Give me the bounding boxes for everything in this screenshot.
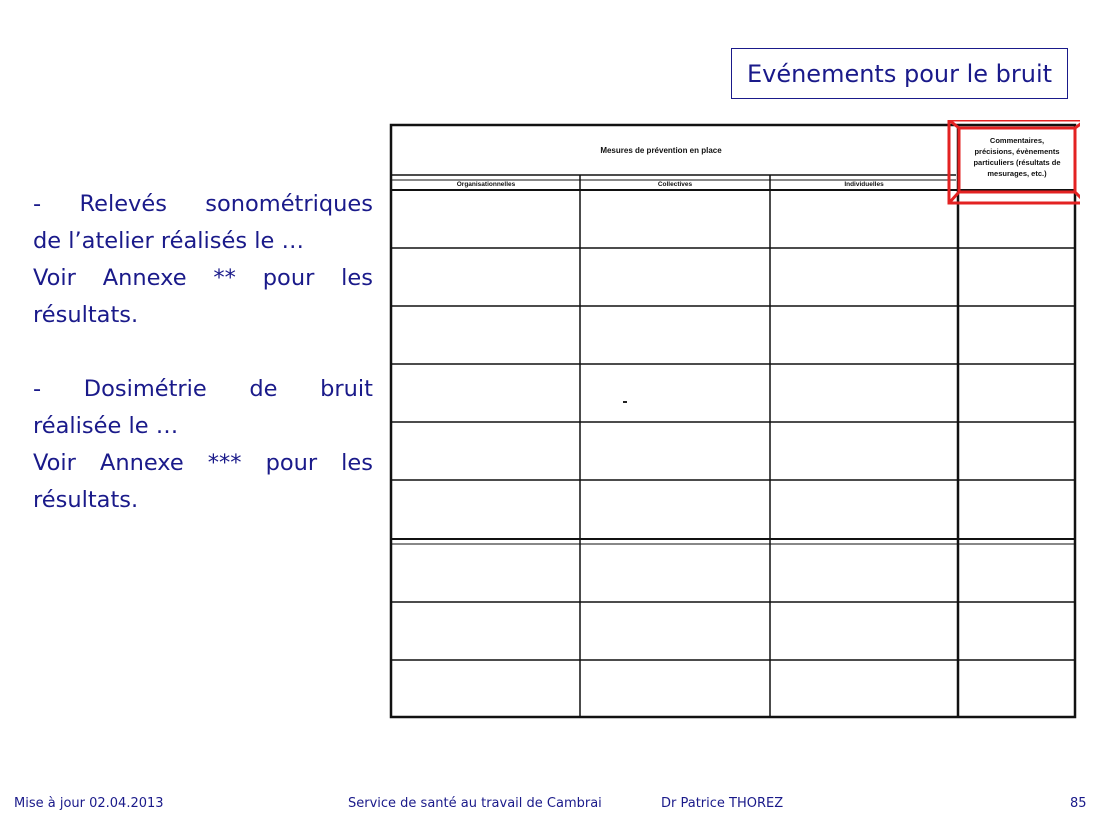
para1-line3: Voir Annexe ** pour les — [33, 265, 373, 291]
form-comment-line2: précisions, évènements — [974, 147, 1060, 156]
form-frame — [391, 125, 1075, 717]
footer-author: Dr Patrice THOREZ — [661, 796, 784, 811]
para1-line4: résultats. — [33, 302, 139, 328]
footer-service: Service de santé au travail de Cambrai — [348, 796, 602, 811]
form-comment-line3: particuliers (résultats de — [973, 158, 1061, 167]
body-text — [33, 186, 373, 519]
para2-line1: - Dosimétrie de bruit — [33, 376, 373, 402]
para2-line2: réalisée le … — [33, 413, 179, 439]
form-table-image — [386, 120, 1080, 722]
form-header-main: Mesures de prévention en place — [600, 146, 722, 155]
para1-line2: de l’atelier réalisés le … — [33, 228, 304, 254]
para2-line3: Voir Annexe *** pour les — [33, 450, 373, 476]
para2-line4: résultats. — [33, 487, 139, 513]
form-comment-line1: Commentaires, — [989, 136, 1045, 145]
footer-date: Mise à jour 02.04.2013 — [14, 796, 164, 811]
form-col-coll: Collectives — [657, 181, 693, 188]
form-col-org: Organisationnelles — [456, 181, 516, 188]
footer-page-number: 85 — [1070, 796, 1087, 811]
para1-line1: - Relevés sonométriques — [33, 191, 373, 217]
form-comment-line4: mesurages, etc.) — [987, 169, 1047, 178]
slide-title-text: Evénements pour le bruit — [746, 59, 1053, 88]
form-col-ind: Individuelles — [844, 181, 884, 188]
slide-title — [731, 48, 1068, 99]
